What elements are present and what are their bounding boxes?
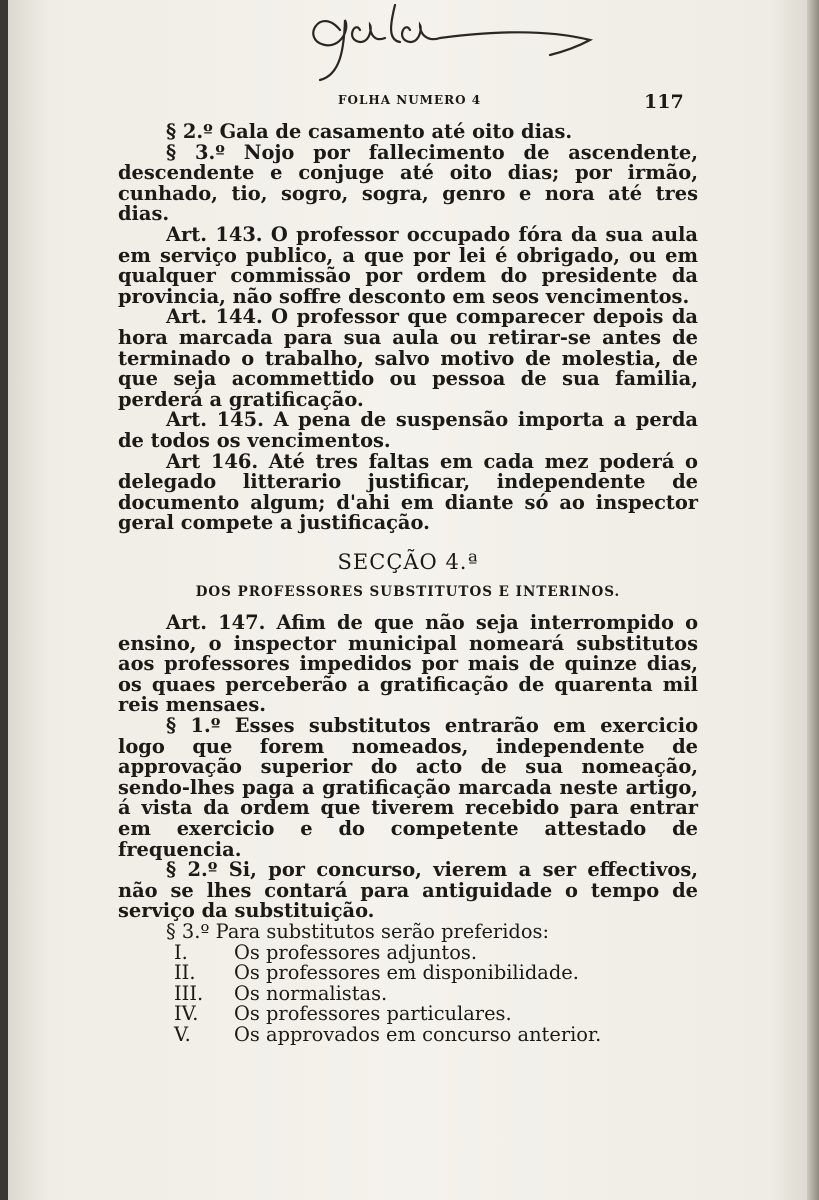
body-text [118, 122, 698, 1046]
list-numeral: V. [174, 1022, 191, 1046]
list-text: Os normalistas. [234, 981, 388, 1005]
preference-list [118, 940, 698, 1046]
paragraph: § 1.º Esses substitutos entrarão em exercicio logo que forem nomeados, independente de approvação superior do acto de sua nomeação, sendo-lhes paga a gratificação marcada neste artigo, á vista da ordem que tiverem recebido para entrar em exercicio e do competente attestado de frequencia. [118, 714, 698, 861]
page-right-edge [807, 0, 819, 1200]
page-left-edge [0, 0, 8, 1200]
list-numeral: III. [174, 981, 204, 1005]
list-item [118, 1004, 698, 1025]
section-title: SECÇÃO 4.ª [337, 549, 479, 574]
list-numeral: II. [174, 961, 196, 985]
paragraph: Art. 147. Afim de que não seja interrompido o ensino, o inspector municipal nomeará substitutos aos professores impedidos por mais de quinze dias, os quaes perceberão a gratificação de quarenta mil reis mensaes. [118, 611, 698, 717]
list-text: Os professores adjuntos. [234, 940, 477, 964]
list-text: Os professores particulares. [234, 1002, 512, 1026]
list-item [118, 963, 698, 984]
paragraph: Art. 143. O professor occupado fóra da sua aula em serviço publico, a que por lei é obrigado, ou em qualquer commissão por ordem do presidente da provincia, não soffre desconto em seos vencimentos. [118, 222, 698, 308]
running-head [0, 91, 819, 115]
paragraph: Art. 144. O professor que comparecer depois da hora marcada para sua aula ou retirar-se antes de terminado o trabalho, salvo motivo de molestia, de que seja acommettido ou pessoa de sua familia, perderá a gratificação. [118, 305, 698, 411]
page-number: 117 [644, 91, 684, 113]
paragraph: § 2.º Si, por concurso, vierem a ser effectivos, não se lhes contará para antiguidade o tempo de serviço da substituição. [118, 858, 698, 923]
folio-label: FOLHA NUMERO 4 [338, 93, 482, 107]
list-item [118, 1022, 698, 1046]
list-text: Os professores em disponibilidade. [234, 961, 579, 985]
list-numeral: I. [174, 940, 188, 964]
list-item [118, 940, 698, 964]
paragraph: § 3.º Para substitutos serão preferidos: [166, 919, 549, 943]
paragraph: § 3.º Nojo por fallecimento de ascendente, descendente e conjuge até oito dias; por irmão, cunhado, tio, sogro, sogra, genro e nora até tres dias. [118, 140, 698, 226]
paragraph: Art 146. Até tres faltas em cada mez poderá o delegado litterario justificar, independente de documento algum; d'ahi em diante só ao inspector geral compete a justificação. [118, 449, 698, 535]
list-numeral: IV. [174, 1002, 199, 1026]
list-item [118, 981, 698, 1005]
list-text: Os approvados em concurso anterior. [234, 1022, 602, 1046]
paragraph: Art. 145. A pena de suspensão importa a perda de todos os vencimentos. [118, 408, 698, 452]
handwritten-annotation [300, 0, 620, 90]
paragraph: § 2.º Gala de casamento até oito dias. [166, 120, 573, 143]
section-subtitle: DOS PROFESSORES SUBSTITUTOS E INTERINOS. [195, 584, 621, 601]
